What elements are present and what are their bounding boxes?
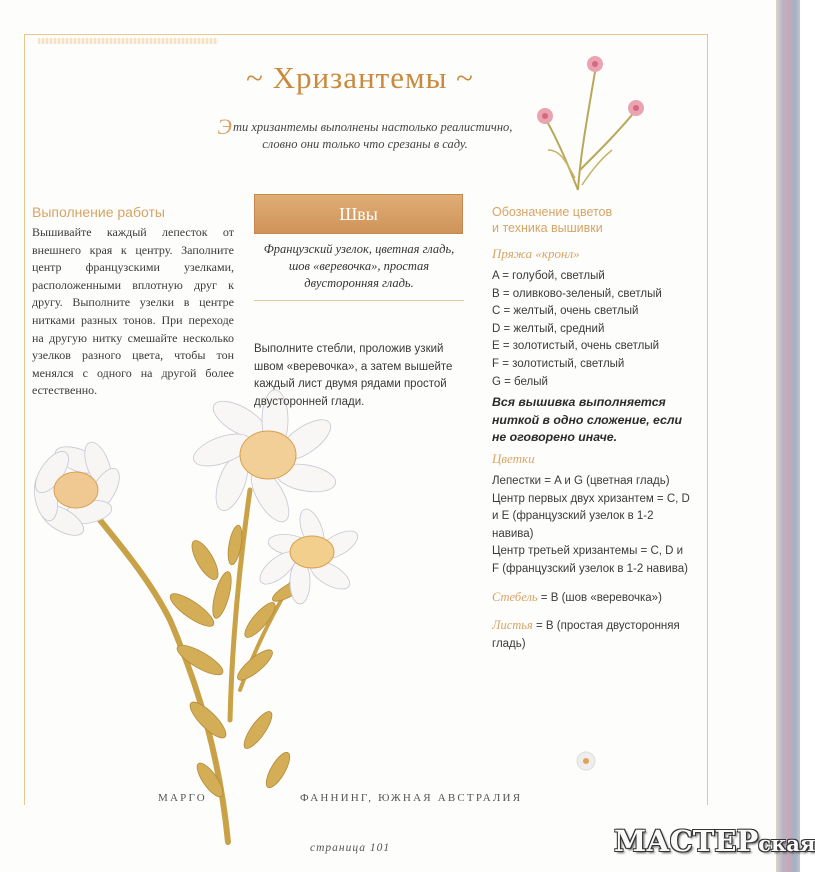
footer-author-rest: ФАННИНГ, ЮЖНАЯ АВСТРАЛИЯ <box>300 792 523 804</box>
color-item: G = белый <box>492 375 548 388</box>
watermark-logo <box>614 824 815 858</box>
leaves-line <box>492 617 692 653</box>
color-list <box>492 268 692 391</box>
instructions-text: Вышивайте каждый лепесток от внешнего края к центру. Заполните центр французскими узелками, расположенными вплотную друг к другу. Выполните узелки в центре нитками разных тонов. При переходе на другую нитку смешайте несколько узелков разного цвета, чтобы тон менялся с одного на другой более естественно. <box>32 225 234 398</box>
intro-text: ти хризантемы выполнены настолько реалистично, словно они только что срезаны в саду. <box>232 120 513 151</box>
intro-paragraph <box>215 114 515 153</box>
chrysanthemum-right-icon <box>255 506 362 604</box>
center-2-line: Центр третьей хризантемы = C, D и F (французский узелок в 1-2 навива) <box>492 545 688 575</box>
color-item: E = золотистый, очень светлый <box>492 340 660 353</box>
color-item: B = оливково-зеленый, светлый <box>492 287 662 300</box>
page-title: ~ Хризантемы ~ <box>246 60 474 95</box>
watermark-big: МАСТЕР <box>614 824 759 858</box>
color-key-heading-line1: Обозначение цветов <box>492 205 613 219</box>
stitches-column <box>254 194 464 411</box>
stitches-label: Швы <box>339 203 378 224</box>
footer-author-first: МАРГО <box>158 792 207 804</box>
color-key-heading <box>492 204 692 236</box>
chrysanthemum-left-icon <box>29 439 125 542</box>
yarn-title: Пряжа «кронл» <box>492 246 580 261</box>
stitches-list: Французский узелок, цветная гладь, шов «веревочка», простая двусторонняя гладь. <box>254 241 464 301</box>
leaves-value: = B (простая двусторонняя гладь) <box>492 620 680 650</box>
color-key-heading-line2: и техника вышивки <box>492 221 603 235</box>
color-key-column <box>492 204 692 653</box>
leaves-key: Листья <box>492 618 533 633</box>
stem-key: Стебель <box>492 589 538 604</box>
stitches-label-box <box>254 194 463 234</box>
stems-instructions: Выполните стебли, проложив узкий швом «веревочка», а затем вышейте каждый лист двумя рядами простой двусторонней глади. <box>254 343 453 408</box>
small-flower-spray-icon <box>537 56 644 190</box>
color-item: D = желтый, средний <box>492 322 605 335</box>
watermark-small: ская <box>758 831 815 856</box>
page-number: страница 101 <box>310 842 391 854</box>
instructions-column <box>32 204 234 400</box>
tiny-daisy-icon <box>577 752 595 770</box>
flowers-title: Цветки <box>492 450 535 466</box>
stem-value: = B (шов «веревочка») <box>537 591 662 604</box>
color-item: C = желтый, очень светлый <box>492 305 639 318</box>
color-item: F = золотистый, светлый <box>492 357 625 370</box>
center-1-line: Центр первых двух хризантем = C, D и E (французский узелок в 1-2 навива) <box>492 492 690 540</box>
instructions-heading: Выполнение работы <box>32 204 165 220</box>
intro-dropcap: Э <box>217 114 232 139</box>
stem-line <box>492 589 692 608</box>
petals-line: Лепестки = A и G (цветная гладь) <box>492 474 670 487</box>
color-item: A = голубой, светлый <box>492 270 605 282</box>
thread-note: Вся вышивка выполняется ниткой в одно сложение, если не оговорено иначе. <box>492 395 683 445</box>
flowers-list <box>492 473 692 579</box>
